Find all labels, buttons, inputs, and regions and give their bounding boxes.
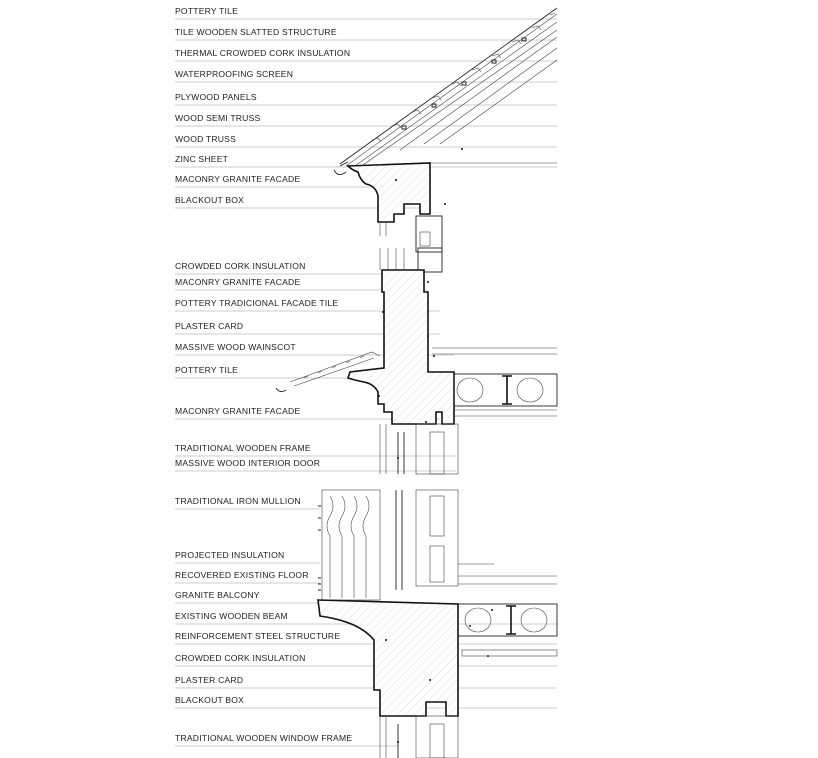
callout-label: EXISTING WOODEN BEAM [175,611,288,621]
callout-label: GRANITE BALCONY [175,590,260,600]
callout-label: ZINC SHEET [175,154,229,164]
callout-label: TRADITIONAL WOODEN FRAME [175,443,311,453]
callout-label: BLACKOUT BOX [175,195,245,205]
callout-label: TILE WOODEN SLATTED STRUCTURE [175,27,337,37]
label-list [175,6,352,743]
callout-label: TRADITIONAL WOODEN WINDOW FRAME [175,733,353,743]
callout-label: THERMAL CROWDED CORK INSULATION [175,48,351,58]
callout-label: POTTERY TILE [175,6,239,16]
callout-label: WOOD TRUSS [175,134,237,144]
floor-detail-middle [276,248,557,474]
callout-label: CROWDED CORK INSULATION [175,653,306,663]
callout-label: POTTERY TRADICIONAL FACADE TILE [175,298,339,308]
callout-label: MASSIVE WOOD WAINSCOT [175,342,296,352]
callout-label: PLASTER CARD [175,321,244,331]
callout-label: MACONRY GRANITE FACADE [175,406,301,416]
callout-label: REINFORCEMENT STEEL STRUCTURE [175,631,341,641]
callout-label: MACONRY GRANITE FACADE [175,277,301,287]
callout-label: POTTERY TILE [175,365,239,375]
callout-label: TRADITIONAL IRON MULLION [175,496,301,506]
callout-label: MASSIVE WOOD INTERIOR DOOR [175,458,321,468]
callout-label: CROWDED CORK INSULATION [175,261,306,271]
callout-label: PROJECTED INSULATION [175,550,285,560]
callout-label: MACONRY GRANITE FACADE [175,174,301,184]
roof-detail [334,8,557,252]
callout-label: RECOVERED EXISTING FLOOR [175,570,309,580]
callout-label: PLASTER CARD [175,675,244,685]
callout-label: BLACKOUT BOX [175,695,245,705]
callout-label: WATERPROOFING SCREEN [175,69,294,79]
callout-label: PLYWOOD PANELS [175,92,257,102]
callout-label: WOOD SEMI TRUSS [175,113,261,123]
